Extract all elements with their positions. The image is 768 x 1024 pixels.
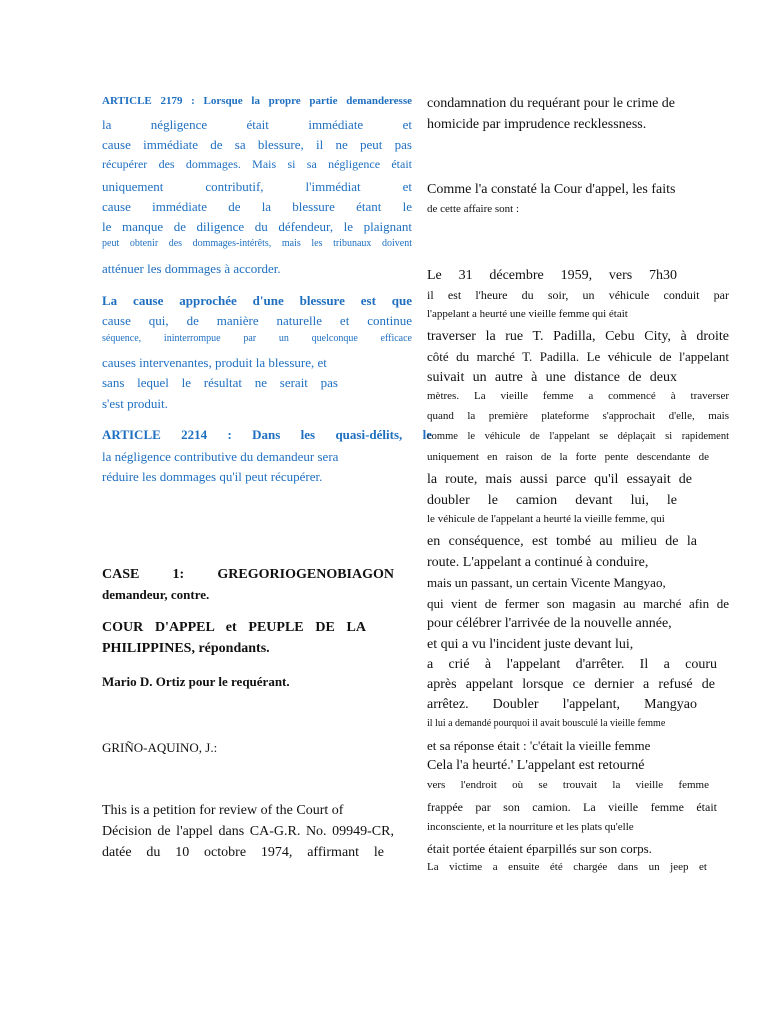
proximate-cause-heading: La cause approchée d'une blessure est que <box>102 293 412 308</box>
text-line: Le 31 décembre 1959, vers 7h30 <box>427 268 677 283</box>
petition-line: datée du 10 octobre 1974, affirmant le <box>102 845 384 860</box>
text-line: route. L'appelant a continué à conduire, <box>427 555 649 570</box>
petition-line: This is a petition for review of the Court of <box>102 803 344 818</box>
text-line: s'est produit. <box>102 396 168 411</box>
text-line: était portée étaient éparpillés sur son corps. <box>427 841 652 856</box>
text-line: sans lequel le résultat ne serait pas <box>102 375 338 390</box>
text-line: vers l'endroit où se trouvait la vieille femme <box>427 779 709 791</box>
text-line: en conséquence, est tombé au milieu de la <box>427 534 697 549</box>
text-line: traverser la rue T. Padilla, Cebu City, à droite <box>427 329 729 344</box>
court-title: COUR D'APPEL et PEUPLE DE LA <box>102 620 366 635</box>
text-line: quand la première plateforme s'approchait d'elle, mais <box>427 410 729 422</box>
article-2179-heading: ARTICLE 2179 : Lorsque la propre partie demanderesse <box>102 95 412 107</box>
petition-line: Décision de l'appel dans CA-G.R. No. 09949-CR, <box>102 824 394 839</box>
text-line: après appelant lorsque ce dernier a refusé de <box>427 677 715 692</box>
text-line: comme le véhicule de l'appelant se déplaçait si rapidement <box>427 431 729 442</box>
case-title: CASE 1: GREGORIOGENOBIAGON <box>102 567 394 582</box>
text-line: séquence, ininterrompue par un quelconque efficace <box>102 333 412 344</box>
text-line: suivait un autre à une distance de deux <box>427 370 677 385</box>
text-line: le manque de diligence du défendeur, le plaignant <box>102 219 412 234</box>
counsel-line: Mario D. Ortiz pour le requérant. <box>102 674 290 689</box>
text-line: condamnation du requérant pour le crime de <box>427 96 676 111</box>
text-line: il est l'heure du soir, un véhicule conduit par <box>427 288 729 302</box>
text-line: et qui a vu l'incident juste devant lui, <box>427 637 634 652</box>
text-line: pour célébrer l'arrivée de la nouvelle année, <box>427 616 672 631</box>
court-subtitle: PHILIPPINES, répondants. <box>102 641 270 656</box>
text-line: cause qui, de manière naturelle et continue <box>102 313 412 328</box>
text-line: uniquement en raison de la forte pente descendante de <box>427 451 709 463</box>
text-line: cause immédiate de sa blessure, il ne peut pas <box>102 137 412 152</box>
text-line: mètres. La vieille femme a commencé à traverser <box>427 390 729 402</box>
text-line: la route, mais aussi parce qu'il essayait de <box>427 472 692 487</box>
text-line: frappée par son camion. La vieille femme était <box>427 800 717 814</box>
text-line: l'appelant a heurté une vieille femme qui était <box>427 308 628 320</box>
text-line: le véhicule de l'appelant a heurté la vieille femme, qui <box>427 513 665 525</box>
text-line: cause immédiate de la blessure étant le <box>102 199 412 214</box>
case-subtitle: demandeur, contre. <box>102 587 210 602</box>
judge-line: GRIÑO-AQUINO, J.: <box>102 740 218 755</box>
text-line: arrêtez. Doubler l'appelant, Mangyao <box>427 697 697 712</box>
text-line: réduire les dommages qu'il peut récupérer. <box>102 469 323 484</box>
text-line: mais un passant, un certain Vicente Mangyao, <box>427 575 666 590</box>
text-line: et sa réponse était : 'c'était la vieille femme <box>427 738 651 753</box>
text-line: côté du marché T. Padilla. Le véhicule de l'appelant <box>427 349 729 364</box>
text-line: La victime a ensuite été chargée dans un jeep et <box>427 861 707 873</box>
text-line: atténuer les dommages à accorder. <box>102 261 281 276</box>
text-line: il lui a demandé pourquoi il avait bousculé la vieille femme <box>427 718 666 729</box>
text-line: peut obtenir des dommages-intérêts, mais les tribunaux doivent <box>102 238 412 249</box>
text-line: homicide par imprudence recklessness. <box>427 117 647 132</box>
text-line: doubler le camion devant lui, le <box>427 493 677 508</box>
text-line: causes intervenantes, produit la blessure, et <box>102 355 327 370</box>
text-line: la négligence contributive du demandeur sera <box>102 449 339 464</box>
article-2214-heading: ARTICLE 2214 : Dans les quasi-délits, le <box>102 427 432 442</box>
text-line: de cette affaire sont : <box>427 203 520 215</box>
text-line: récupérer des dommages. Mais si sa négligence était <box>102 157 412 171</box>
text-line: a crié à l'appelant d'arrêter. Il a couru <box>427 657 717 672</box>
text-line: Cela l'a heurté.' L'appelant est retourné <box>427 758 645 773</box>
text-line: uniquement contributif, l'immédiat et <box>102 179 412 194</box>
text-line: inconsciente, et la nourriture et les plats qu'elle <box>427 821 634 833</box>
text-line: Comme l'a constaté la Cour d'appel, les faits <box>427 182 676 197</box>
text-line: qui vient de fermer son magasin au marché afin de <box>427 596 729 611</box>
text-line: la négligence était immédiate et <box>102 117 412 132</box>
